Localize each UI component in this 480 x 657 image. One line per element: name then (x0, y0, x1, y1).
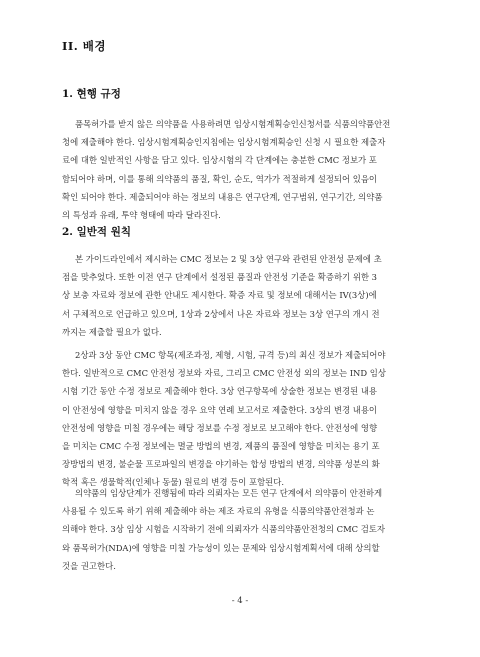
paragraph-line: 까지는 제출할 필요가 없다. (62, 326, 162, 337)
subsection-heading-general-principles: 2. 일반적 원칙 (62, 226, 131, 238)
paragraph-line: 것을 권고한다. (62, 560, 116, 571)
paragraph-line: 품목허가를 받지 않은 의약품을 사용하려면 임상시험계획승인신청서를 식품의약품안전 (75, 119, 391, 129)
paragraph-line: 함되어야 하며, 이를 통해 의약품의 품질, 확인, 순도, 역가가 적절하게 설정되어 있음이 (62, 173, 377, 184)
section-heading: II. 배경 (62, 39, 106, 53)
paragraph-general-principles-3 (62, 484, 434, 575)
paragraph-line: 상 보충 자료와 정보에 관한 안내도 제시한다. 확증 자료 및 정보에 대해서는 IV(3상)에 (62, 290, 377, 301)
paragraph-line: 의약품의 임상단계가 진행됨에 따라 의뢰자는 모든 연구 단계에서 의약품이 안전하게 (75, 488, 383, 498)
paragraph-line: 본 가이드라인에서 제시하는 CMC 정보는 2 및 3상 연구와 관련된 안전성 문제에 초 (75, 254, 382, 264)
paragraph-line: 서 구체적으로 언급하고 있으며, 1상과 2상에서 나온 자료와 정보는 3상 연구의 개시 전 (62, 308, 380, 319)
paragraph-line: 점을 맞추었다. 또한 이전 연구 단계에서 설정된 품질과 안전성 기준을 확증하기 위한 3 (62, 272, 378, 283)
paragraph-line: 안전성에 영향을 미칠 경우에는 해당 정보를 수정 정보로 보고해야 한다. 안전성에 영향 (62, 422, 378, 433)
paragraph-line: 와 품목허가(NDA)에 영향을 미칠 가능성이 있는 문제와 임상시험계획서에 대해 상의할 (62, 542, 380, 553)
paragraph-line: 2상과 3상 동안 CMC 항목(제조과정, 제형, 시험, 규격 등)의 최신 정보가 제출되어야 (75, 350, 386, 360)
paragraph-line: 사용될 수 있도록 하기 위해 제출해야 하는 제조 자료의 유형을 식품의약품안전청과 논 (62, 506, 375, 517)
paragraph-general-principles-2 (62, 346, 434, 492)
paragraph-line: 의해야 한다. 3상 임상 시험을 시작하기 전에 의뢰자가 식품의약품안전청의 CMC 검토자 (62, 524, 385, 535)
paragraph-line: 학적 혹은 생물학적(인체나 동물) 원료의 변경 등이 포함된다. (62, 477, 284, 488)
paragraph-line: 을 미치는 CMC 수정 정보에는 멸균 방법의 변경, 제품의 품질에 영향을 미치는 용기 포 (62, 440, 380, 451)
paragraph-line: 의 특성과 유래, 투약 형태에 따라 달라진다. (62, 209, 221, 220)
paragraph-line: 청에 제출해야 한다. 임상시험계획승인지침에는 임상시험계획승인 신청 시 필요한 제출자 (62, 137, 386, 148)
paragraph-line: 료에 대한 일반적인 사항을 담고 있다. 임상시험의 각 단계에는 충분한 CMC 정보가 포 (62, 155, 377, 166)
paragraph-line: 한다. 일반적으로 CMC 안전성 정보와 자료, 그리고 CMC 안전성 외의 정보는 IND 임상 (62, 368, 386, 379)
subsection-heading-current-regulations: 1. 현행 규정 (62, 88, 121, 100)
paragraph-line: 장방법의 변경, 불순물 프로파일의 변경을 야기하는 합성 방법의 변경, 의약품 성분의 화 (62, 459, 380, 470)
page-number: - 4 - (231, 596, 249, 606)
paragraph-line: 이 안전성에 영향을 미치지 않을 경우 요약 연례 보고서로 제출한다. 3상의 변경 내용이 (62, 404, 378, 415)
paragraph-current-regulations (62, 115, 434, 224)
paragraph-general-principles-1 (62, 250, 434, 341)
paragraph-line: 확인 되어야 한다. 제출되어야 하는 정보의 내용은 연구단계, 연구범위, 연구기간, 의약품 (62, 191, 383, 202)
paragraph-line: 시험 기간 동안 수정 정보로 제출해야 한다. 3상 연구항목에 상술한 정보는 변경된 내용 (62, 386, 378, 397)
